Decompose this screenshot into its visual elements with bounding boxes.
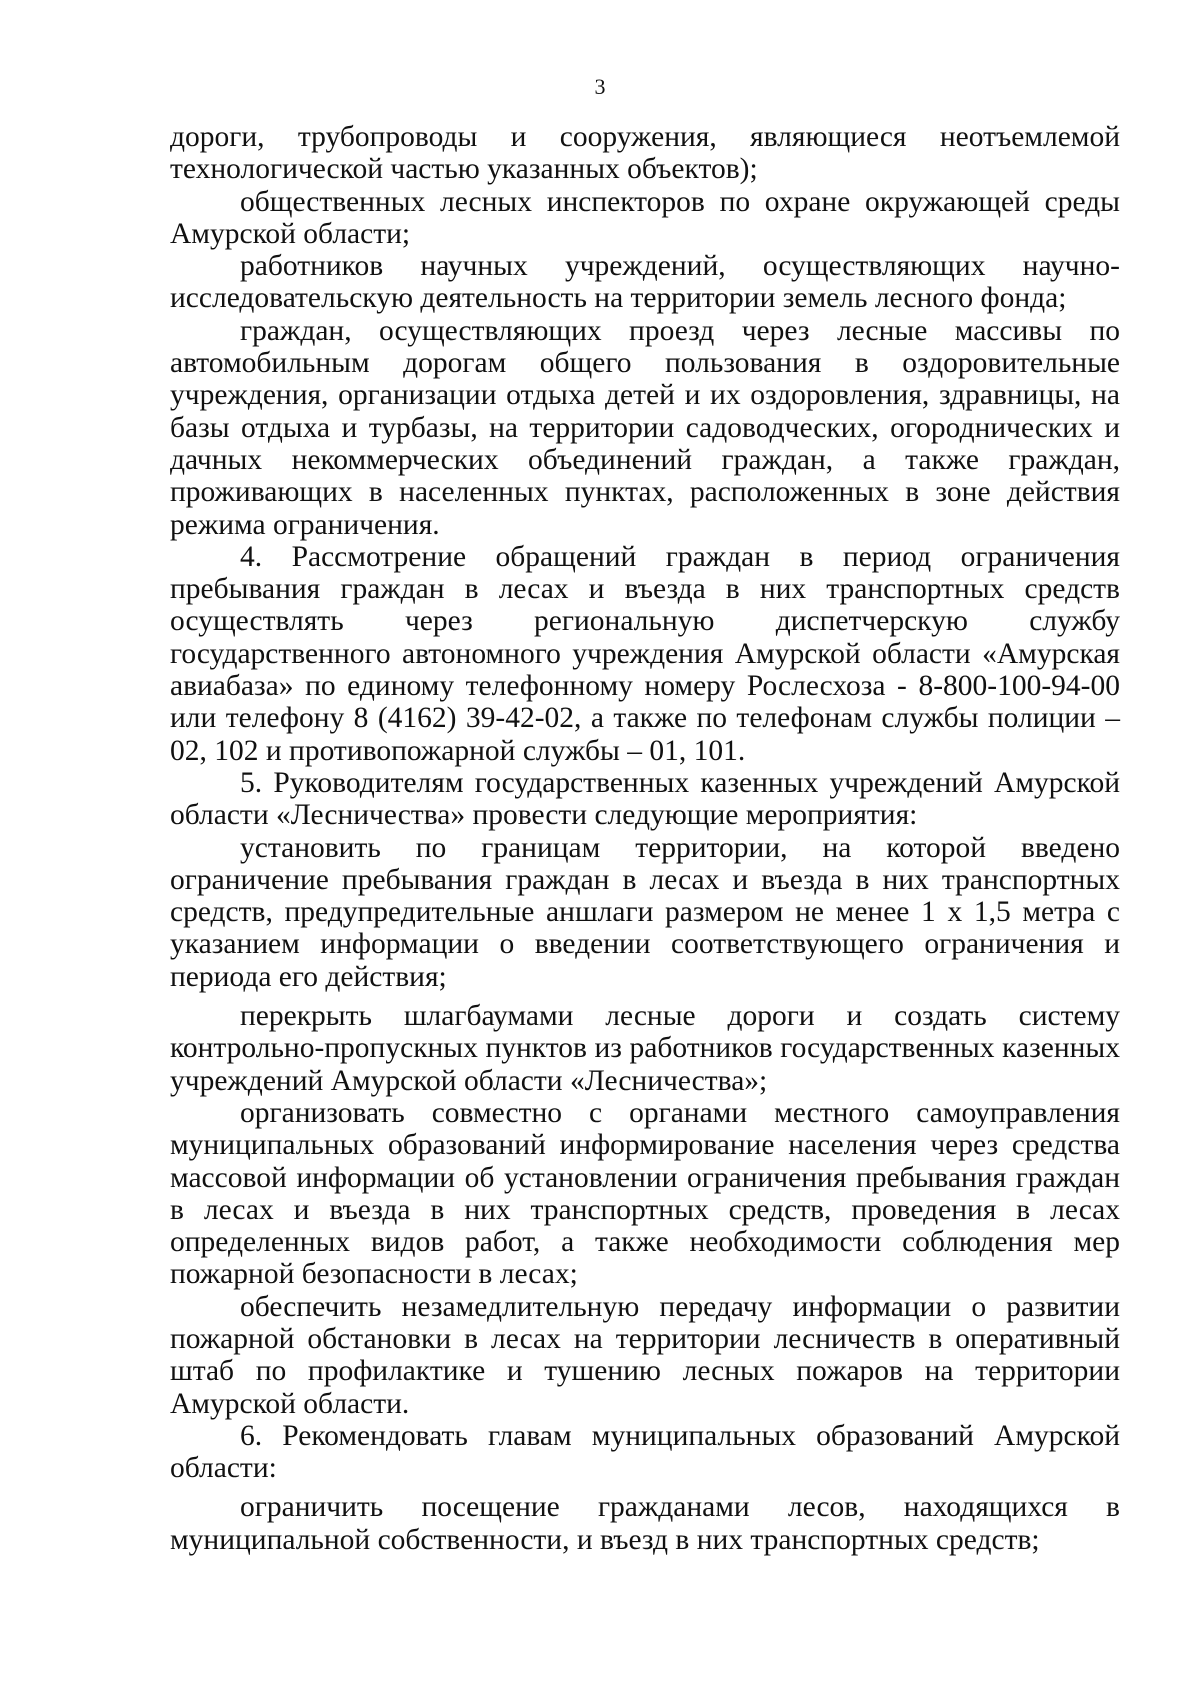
page-number: 3 — [594, 74, 606, 99]
paragraph-research-workers: работников научных учреждений, осуществляющих научно-исследовательскую деятельность на территории земель лесного фонда; — [170, 250, 1120, 315]
paragraph-barriers: перекрыть шлагбаумами лесные дороги и создать систему контрольно-пропускных пунктов из работников государственных казенных учреждений Амурской области «Лесничества»; — [170, 1000, 1120, 1097]
document-body — [170, 121, 1120, 1556]
paragraph-item-5: 5. Руководителям государственных казенных учреждений Амурской области «Лесничества» провести следующие мероприятия: — [170, 766, 1120, 832]
paragraph-install-signs: установить по границам территории, на которой введено ограничение пребывания граждан в лесах и въезда в них транспортных средств, предупредительные аншлаги размером не менее 1 х 1,5 метра с указанием информации о введении соответствующего ограничения и периода его действия; — [170, 831, 1120, 993]
paragraph-citizens-transit: граждан, осуществляющих проезд через лесные массивы по автомобильным дорогам общего пользования в оздоровительные учреждения, организации отдыха детей и их оздоровления, здравницы, на базы отдыха и турбазы, на территории садоводческих, огороднических и дачных некоммерческих объединений граждан, а также граждан, проживающих в населенных пунктах, расположенных в зоне действия режима ограничения. — [170, 314, 1120, 541]
paragraph-restrict-visits: ограничить посещение гражданами лесов, находящихся в муниципальной собственности, и въезд в них транспортных средств; — [170, 1491, 1120, 1556]
paragraph-forest-inspectors: общественных лесных инспекторов по охране окружающей среды Амурской области; — [170, 185, 1120, 250]
paragraph-fire-information: обеспечить незамедлительную передачу информации о развитии пожарной обстановки в лесах на территории лесничеств в оперативный штаб по профилактике и тушению лесных пожаров на территории Амурской области. — [170, 1290, 1120, 1420]
paragraph-item-6: 6. Рекомендовать главам муниципальных образований Амурской области: — [170, 1419, 1120, 1485]
paragraph-item-4: 4. Рассмотрение обращений граждан в период ограничения пребывания граждан в лесах и въезда в них транспортных средств осуществлять через региональную диспетчерскую службу государственного автономного учреждения Амурской области «Амурская авиабаза» по единому телефонному номеру Рослесхоза - 8-800-100-94-00 или телефону 8 (4162) 39-42-02, а также по телефонам службы полиции – 02, 102 и противопожарной службы – 01, 101. — [170, 540, 1120, 767]
paragraph-inform-population: организовать совместно с органами местного самоуправления муниципальных образований информирование населения через средства массовой информации об установлении ограничения пребывания граждан в лесах и въезда в них транспортных средств, проведения в лесах определенных видов работ, а также необходимости соблюдения мер пожарной безопасности в лесах; — [170, 1096, 1120, 1291]
paragraph-continuation: дороги, трубопроводы и сооружения, являющиеся неотъемлемой технологической частью указанных объектов); — [170, 121, 1120, 186]
